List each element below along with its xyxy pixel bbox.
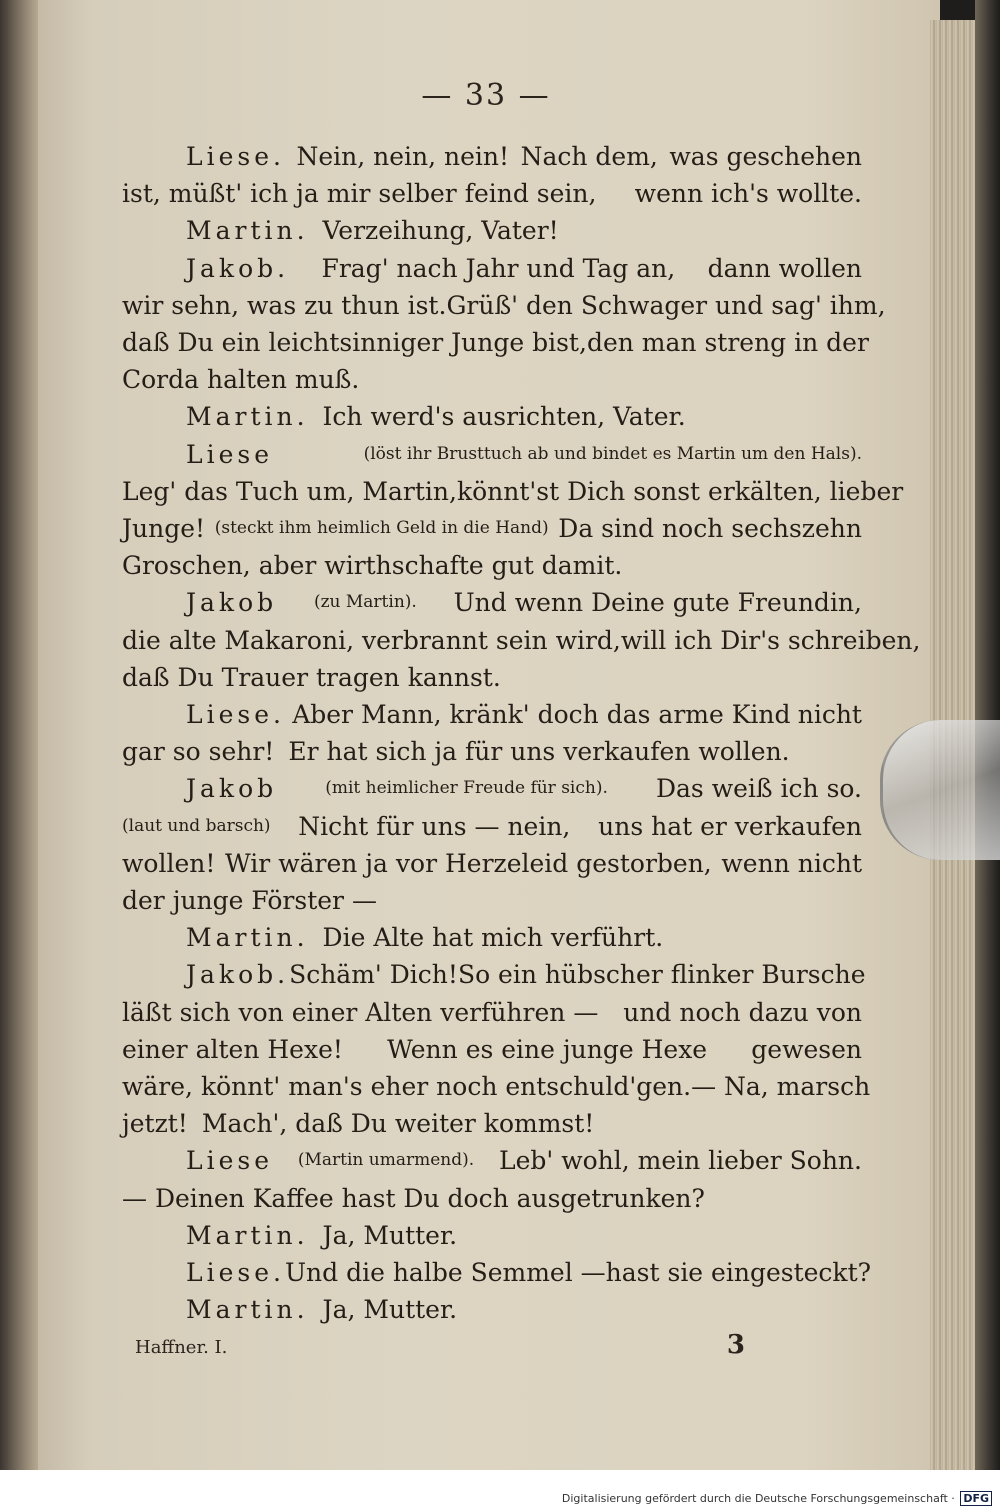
text-line: Jakob. Frag' nach Jahr und Tag an, dann wollen — [186, 253, 862, 283]
text-line: Martin. Die Alte hat mich verführt. — [186, 923, 664, 953]
text-line: Leg' das Tuch um, Martin, könnt'st Dich sonst erkälten, lieber — [122, 476, 904, 506]
text-line: Jakob (zu Martin). Und wenn Deine gute Freundin, — [186, 588, 862, 618]
text-line: wir sehn, was zu thun ist. Grüß' den Schwager und sag' ihm, — [122, 290, 886, 320]
text-line: daß Du Trauer tragen kannst. — [122, 662, 501, 692]
text-line: Liese. Und die halbe Semmel — hast sie eingesteckt? — [186, 1258, 872, 1288]
text-line: Jakob (mit heimlicher Freude für sich). Das weiß ich so. — [186, 774, 862, 804]
text-line: die alte Makaroni, verbrannt sein wird, will ich Dir's schreiben, — [122, 625, 921, 655]
page-number-header: — 33 — — [421, 78, 551, 113]
page-footer-signature — [135, 1330, 745, 1360]
text-line: ist, müßt' ich ja mir selber feind sein, wenn ich's wollte. — [122, 179, 862, 209]
text-line: daß Du ein leichtsinniger Junge bist, den man streng in der — [122, 328, 869, 358]
dfg-credit: Digitalisierung gefördert durch die Deutsche Forschungsgemeinschaft · DFG — [562, 1492, 992, 1505]
signature-mark: Haffner. I. — [135, 1337, 228, 1358]
text-line: Corda halten muß. — [122, 365, 360, 395]
text-line: Martin. Ja, Mutter. — [186, 1220, 458, 1250]
page-holder-clip — [880, 720, 1000, 860]
book-spine-left — [0, 0, 42, 1470]
text-line: Liese (löst ihr Brusttuch ab und bindet es Martin um den Hals). — [186, 439, 862, 469]
text-line: — Deinen Kaffee hast Du doch ausgetrunken? — [122, 1183, 705, 1213]
viewer-footer — [0, 1470, 1000, 1509]
text-line: Groschen, aber wirthschafte gut damit. — [122, 551, 623, 581]
text-line: Jakob. Schäm' Dich! So ein hübscher flinker Bursche — [186, 960, 866, 990]
text-line: wollen! Wir wären ja vor Herzeleid gestorben, wenn nicht — [122, 848, 862, 878]
text-line: Martin. Ich werd's ausrichten, Vater. — [186, 402, 686, 432]
text-line: Liese (Martin umarmend). Leb' wohl, mein lieber Sohn. — [186, 1146, 862, 1176]
text-line: Liese. Nein, nein, nein! Nach dem, was geschehen — [186, 142, 862, 171]
text-line: Junge! (steckt ihm heimlich Geld in die Hand) Da sind noch sechszehn — [122, 514, 862, 544]
text-line: Martin. Ja, Mutter. — [186, 1295, 458, 1325]
dfg-logo-icon: DFG — [960, 1491, 992, 1506]
text-line: gar so sehr! Er hat sich ja für uns verkaufen wollen. — [122, 737, 790, 767]
text-line: Liese. Aber Mann, kränk' doch das arme Kind nicht — [186, 700, 862, 730]
text-line: der junge Förster — — [122, 886, 377, 916]
play-text — [122, 138, 921, 1329]
text-line: wäre, könnt' man's eher noch entschuld'gen. — Na, marsch — [122, 1072, 871, 1102]
text-line: Martin. Verzeihung, Vater! — [186, 216, 559, 246]
text-line: (laut und barsch) Nicht für uns — nein, uns hat er verkaufen — [122, 811, 862, 841]
text-line: einer alten Hexe! Wenn es eine junge Hexe gewesen — [122, 1034, 862, 1064]
text-line: läßt sich von einer Alten verführen — und noch dazu von — [122, 997, 862, 1027]
text-line: jetzt! Mach', daß Du weiter kommst! — [122, 1109, 595, 1139]
signature-number: 3 — [726, 1330, 745, 1360]
